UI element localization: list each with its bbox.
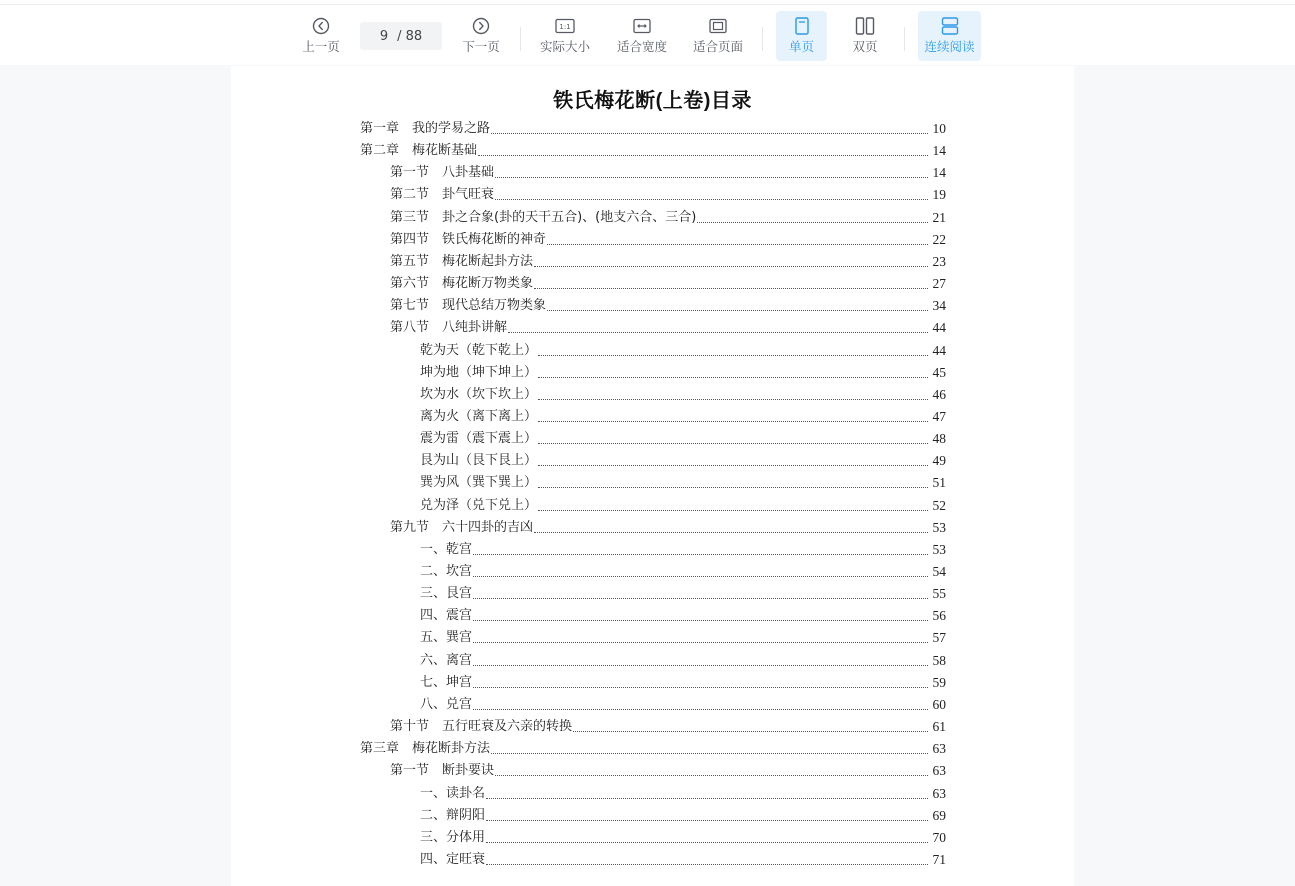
double-page-label: 双页 (852, 39, 878, 54)
toc-entry-page: 10 (932, 121, 946, 136)
single-page-label: 单页 (788, 39, 814, 54)
toc-leader-dots (573, 731, 928, 732)
toc-leader-dots (547, 310, 928, 311)
single-page-button[interactable] (776, 11, 827, 61)
toc-entry[interactable] (390, 760, 946, 780)
toc-entry-title: 一、乾宫 (420, 541, 473, 557)
toc-leader-dots (538, 399, 928, 400)
continuous-reading-button[interactable] (918, 11, 981, 61)
toc-entry-title: 巽为风（巽下巽上） (420, 475, 538, 491)
toc-leader-dots (538, 355, 928, 356)
toc-entry[interactable] (420, 472, 946, 492)
toc-entry-title: 第三章 梅花断卦方法 (360, 741, 491, 757)
toc-leader-dots (473, 576, 928, 577)
toc-entry-page: 61 (932, 719, 946, 735)
toc-entry-title: 第三节 卦之合象(卦的天干五合)、(地支六合、三合) (390, 209, 697, 225)
toc-entry[interactable] (420, 805, 946, 825)
toc-leader-dots (486, 798, 928, 799)
toc-entry-page: 60 (932, 696, 946, 712)
toc-entry[interactable] (420, 539, 946, 559)
toc-leader-dots (534, 266, 928, 267)
toc-entry[interactable] (390, 229, 946, 249)
toc-entry-page: 63 (932, 763, 946, 779)
toc-leader-dots (491, 133, 928, 134)
toc-entry-title: 四、定旺衰 (420, 851, 486, 867)
toc-entry-page: 71 (932, 851, 946, 867)
toc-leader-dots (473, 687, 928, 688)
toc-entry[interactable] (390, 251, 946, 271)
toc-entry-title: 第四节 铁氏梅花断的神奇 (390, 231, 547, 247)
toc-entry-title: 第七节 现代总结万物类象 (390, 298, 547, 314)
toc-entry-title: 二、辩阴阳 (420, 807, 486, 823)
toc-leader-dots (486, 820, 928, 821)
toc-entry-page: 69 (932, 807, 946, 823)
total-pages-label: / 88 (397, 28, 423, 44)
toolbar-divider (904, 27, 905, 51)
toc-leader-dots (473, 554, 928, 555)
toc-leader-dots (538, 487, 928, 488)
toc-entry[interactable] (390, 317, 946, 337)
toc-entry-page: 47 (932, 408, 946, 424)
toc-leader-dots (473, 598, 928, 599)
toc-entry[interactable] (390, 273, 946, 293)
toc-entry[interactable] (420, 694, 946, 714)
toc-entry[interactable] (420, 495, 946, 515)
toc-entry-title: 第二章 梅花断基础 (360, 143, 478, 159)
toc-entry[interactable] (420, 583, 946, 603)
toc-entry[interactable] (420, 672, 946, 692)
fit-page-button[interactable] (690, 11, 746, 61)
toc-entry-title: 三、艮宫 (420, 586, 473, 602)
toc-entry-page: 21 (932, 209, 946, 225)
toc-entry[interactable] (420, 450, 946, 470)
toc-entry-page: 46 (932, 386, 946, 402)
toc-entry-page: 56 (932, 608, 946, 624)
toc-entry-page: 44 (932, 320, 946, 336)
toc-entry-page: 27 (932, 276, 946, 292)
next-page-label: 下一页 (462, 39, 500, 54)
toc-entry-page: 59 (932, 674, 946, 690)
toc-entry-page: 44 (932, 342, 946, 358)
toc-entry-page: 58 (932, 652, 946, 668)
actual-size-button[interactable] (537, 11, 593, 61)
toc-entry-page: 54 (932, 564, 946, 579)
toc-entry-page: 49 (932, 453, 946, 469)
toc-leader-dots (495, 775, 928, 776)
toc-entry[interactable] (420, 849, 946, 869)
toc-leader-dots (486, 864, 928, 865)
toc-entry-title: 四、震宫 (420, 608, 473, 624)
continuous-reading-label: 连续阅读 (924, 39, 975, 54)
actual-size-label: 实际大小 (539, 39, 590, 54)
toc-leader-dots (473, 709, 928, 710)
next-page-button[interactable] (458, 11, 504, 61)
fit-page-label: 适合页面 (692, 39, 743, 54)
toc-leader-dots (538, 443, 928, 444)
double-page-icon (854, 15, 876, 37)
toc-leader-dots (473, 620, 928, 621)
toc-entry-title: 第八节 八纯卦讲解 (390, 320, 508, 336)
fit-page-icon (707, 15, 729, 37)
fit-width-button[interactable] (614, 11, 670, 61)
fit-width-label: 适合宽度 (616, 39, 667, 54)
double-page-button[interactable] (842, 11, 888, 61)
toc-entry[interactable] (420, 428, 946, 448)
toc-entry-title: 二、坎宫 (420, 564, 473, 579)
toc-entry-page: 48 (932, 431, 946, 447)
toc-leader-dots (473, 665, 928, 666)
toc-entry-title: 六、离宫 (420, 652, 473, 668)
toc-entry-title: 第十节 五行旺衰及六亲的转换 (390, 719, 573, 735)
chevron-right-circle-icon (470, 15, 492, 37)
toc-leader-dots (534, 532, 928, 533)
toc-entry-title: 第九节 六十四卦的吉凶 (390, 519, 534, 535)
toc-leader-dots (697, 222, 928, 223)
toc-entry[interactable] (360, 118, 946, 138)
toc-entry-title: 坎为水（坎下坎上） (420, 386, 538, 402)
toc-entry-title: 坤为地（坤下坤上） (420, 364, 538, 380)
toc-entry-page: 23 (932, 253, 946, 269)
document-page (231, 66, 1074, 886)
toc-entry[interactable] (390, 295, 946, 315)
toc-entry-title: 三、分体用 (420, 829, 486, 845)
toc-leader-dots (486, 842, 928, 843)
toc-entry-title: 第六节 梅花断万物类象 (390, 276, 534, 292)
toc-entry-page: 14 (932, 165, 946, 181)
single-page-icon (791, 15, 813, 37)
toc-leader-dots (534, 288, 928, 289)
toc-entry[interactable] (390, 716, 946, 736)
toc-entry[interactable] (420, 384, 946, 404)
toc-entry[interactable] (360, 140, 946, 160)
toc-entry-title: 震为雷（震下震上） (420, 431, 538, 447)
chevron-left-circle-icon (310, 15, 332, 37)
toc-entry[interactable] (420, 561, 946, 581)
toc-entry-page: 45 (932, 364, 946, 380)
toc-entry-page: 70 (932, 829, 946, 845)
toc-entry-page: 57 (932, 630, 946, 646)
toc-entry-title: 八、兑宫 (420, 696, 473, 712)
toc-entry-title: 七、坤宫 (420, 674, 473, 690)
toolbar-divider (520, 27, 521, 51)
toc-entry[interactable] (390, 207, 946, 227)
document-title: 铁氏梅花断(上卷)目录 (553, 90, 752, 112)
toc-entry-title: 兑为泽（兑下兑上） (420, 497, 538, 513)
toc-entry[interactable] (360, 738, 946, 758)
prev-page-label: 上一页 (302, 39, 340, 54)
toc-entry[interactable] (390, 162, 946, 182)
continuous-scroll-icon (939, 15, 961, 37)
toc-leader-dots (538, 465, 928, 466)
toc-entry-page: 63 (932, 785, 946, 801)
viewer-toolbar (0, 5, 1295, 65)
toc-entry[interactable] (420, 627, 946, 647)
toc-entry[interactable] (390, 517, 946, 537)
toc-entry-title: 第二节 卦气旺衰 (390, 187, 495, 203)
toc-entry[interactable] (420, 362, 946, 382)
toc-entry-page: 14 (932, 143, 946, 159)
toc-entry-page: 63 (932, 741, 946, 757)
toc-entry-page: 34 (932, 298, 946, 314)
toc-leader-dots (538, 421, 928, 422)
toc-entry-title: 乾为天（乾下乾上） (420, 342, 538, 358)
toc-entry[interactable] (420, 650, 946, 670)
toc-entry-title: 第五节 梅花断起卦方法 (390, 253, 534, 269)
actual-size-icon (554, 15, 576, 37)
toc-entry-title: 一、读卦名 (420, 785, 486, 801)
toc-entry-title: 五、巽宫 (420, 630, 473, 646)
toc-leader-dots (538, 377, 928, 378)
toc-entry-title: 第一章 我的学易之路 (360, 121, 491, 136)
toc-entry-page: 52 (932, 497, 946, 513)
current-page-value[interactable]: 9 (379, 28, 389, 44)
toc-entry[interactable] (390, 184, 946, 204)
toc-entry-title: 离为火（离下离上） (420, 408, 538, 424)
fit-width-icon (631, 15, 653, 37)
toc-entry[interactable] (420, 605, 946, 625)
toc-entry-page: 51 (932, 475, 946, 491)
toc-entry-page: 53 (932, 519, 946, 535)
toc-entry[interactable] (420, 827, 946, 847)
prev-page-button[interactable] (298, 11, 344, 61)
toc-leader-dots (491, 753, 928, 754)
toc-leader-dots (538, 510, 928, 511)
toc-leader-dots (547, 244, 928, 245)
toc-leader-dots (478, 155, 928, 156)
toc-leader-dots (495, 199, 928, 200)
page-number-input[interactable] (360, 22, 442, 50)
toc-entry[interactable] (420, 783, 946, 803)
toc-entry[interactable] (420, 406, 946, 426)
toc-leader-dots (495, 177, 928, 178)
toc-leader-dots (508, 332, 928, 333)
toc-entry-page: 53 (932, 541, 946, 557)
toc-entry-title: 第一节 八卦基础 (390, 165, 495, 181)
toc-entry[interactable] (420, 340, 946, 360)
svg-text:1:1: 1:1 (559, 23, 571, 31)
toc-entry-title: 第一节 断卦要诀 (390, 763, 495, 779)
toc-entry-page: 55 (932, 586, 946, 602)
toc-leader-dots (473, 642, 928, 643)
toc-entry-title: 艮为山（艮下艮上） (420, 453, 538, 469)
toolbar-divider (762, 27, 763, 51)
toc-entry-page: 22 (932, 231, 946, 247)
toc-entry-page: 19 (932, 187, 946, 203)
